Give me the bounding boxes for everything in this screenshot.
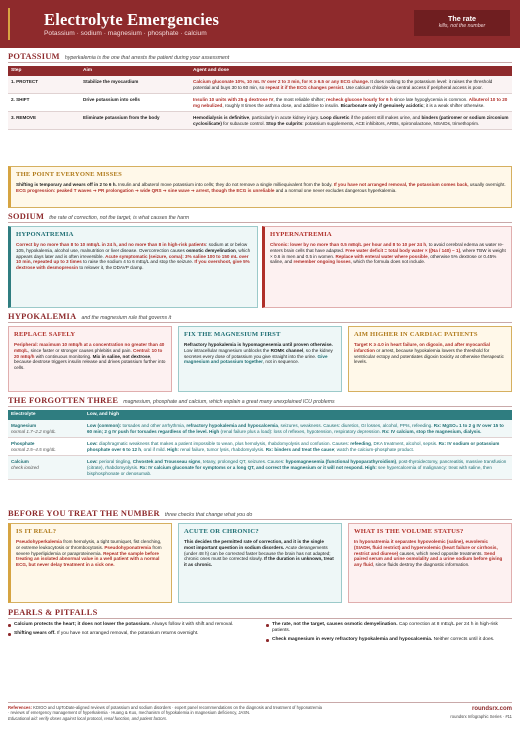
- box-text-plain: , so the kidney secretes every dose of potassium you give straight into the urine.: [184, 347, 333, 359]
- box-text-plain: or arrest, because hypokalemia lowers the threshold for ventricular ectopy and potentiates digoxin toxicity at otherwise therapeutic levels.: [354, 347, 504, 365]
- cell-text-strong: refeeding: [350, 440, 371, 446]
- dose-text: Bicarbonate only if genuinely acidotic: [340, 102, 424, 108]
- box-text-strong: Shifting is temporary and wears off in 2 to 6 h.: [16, 181, 117, 187]
- box-text-plain: , where TBW is weight × 0.6 in men and 0.5 in women.: [270, 247, 506, 259]
- pearls-column-left: [8, 622, 253, 640]
- box-text-plain: Acute derangements (under 48 h) can be corrected faster because the brain has not adapted; chronic ones must be corrected slowly.: [184, 544, 331, 562]
- before-treat-section-heading: [8, 509, 512, 520]
- section-title: PEARLS & PITFALLS: [8, 608, 98, 617]
- page-footer: [8, 702, 512, 721]
- box-text-plain: from severe hyperlipidemia or paraproteinemia.: [16, 544, 162, 556]
- box-text-strong: remember ongoing losses: [293, 259, 351, 265]
- cell-text-strong: Low (common):: [87, 422, 122, 428]
- cell-text-strong: Rx: MgSO₄ 1 to 2 g IV over 15 to 60 min; 2 g IV push for torsades regardless of the level.: [87, 422, 504, 434]
- box-text-plain: Low intracellular magnesium unblocks the: [184, 347, 271, 353]
- box-title: WHAT IS THE VOLUME STATUS?: [354, 528, 464, 535]
- box-text: [184, 342, 336, 366]
- pearls-section-heading: [8, 608, 512, 619]
- badge-subtitle: kills, not the number: [438, 23, 486, 30]
- dose-text: for subacute control.: [221, 120, 267, 126]
- electrolyte-cell: [8, 420, 84, 437]
- description-cell: [84, 420, 512, 437]
- cell-text-plain: , tetany, prolonged QT, seizures. Causes:: [200, 458, 286, 464]
- box-text-plain: : sodium at or below 105, hypokalemia, alcohol use, malnutrition or liver disease. Overcorrection causes: [16, 241, 248, 253]
- dose-text: , the most reliable shifter;: [273, 96, 327, 102]
- cell-text-strong: Rx: IV sodium or potassium phosphate over 6 to 12 h: [87, 440, 500, 452]
- pearl-text: Cap correction at 8 mEq/L per 24 h in high-risk patients.: [272, 622, 498, 634]
- list-item: [8, 622, 253, 628]
- cell-text-plain: see hypercalcemia of malignancy: treat with saline, then bisphosphonate or denosumab.: [87, 464, 492, 476]
- box-text: [16, 242, 252, 272]
- cell-text-plain: perioral tingling,: [97, 458, 133, 464]
- dose-text: Hemodialysis is definitive: [193, 114, 250, 120]
- description-cell: [84, 456, 512, 480]
- box-text-strong: Pseudohyperkalemia: [16, 538, 62, 544]
- references-label: References:: [8, 705, 32, 710]
- column-header: Electrolyte: [8, 410, 84, 420]
- box-text-plain: , not in sequence.: [262, 359, 300, 365]
- list-item: [266, 622, 511, 634]
- references-continued: · reviews of emergency management of hyperkalemia · Huang & Kuo, mechanism of hypokalemia in magnesium deficiency, JASN.: [8, 710, 251, 716]
- section-title: POTASSIUM: [8, 52, 60, 61]
- electrolyte-range: normal 1.7–2.2 mg/dL: [11, 428, 56, 434]
- dose-text: Loop diuretic: [320, 114, 350, 120]
- cell-text-strong: High:: [167, 446, 179, 452]
- table-row: [8, 94, 512, 112]
- cell-text-plain: , oral if mild.: [141, 446, 168, 452]
- series-label: roundsrx Infographic Series · #11: [450, 713, 512, 719]
- box-text-plain: to raise the sodium 4 to 6 mEq/L and stop the seizure.: [81, 259, 195, 265]
- box-text-strong: ROMK channel: [270, 347, 304, 353]
- pearl-strong: Calcium protects the heart; it does not lower the potassium.: [14, 622, 151, 627]
- pearl-strong: Check magnesium in every refractory hypokalemia and hypocalcemia.: [272, 637, 433, 643]
- dose-text: if the patient still makes urine, and: [349, 114, 422, 120]
- volume-status-box: [348, 523, 512, 603]
- table-row: [8, 420, 512, 437]
- cell-text-strong: refractory hypokalemia and hypocalcemia: [186, 422, 278, 428]
- box-text-strong: Target K ≥ 4.0 in heart failure, on digoxin, and after myocardial infarction: [354, 341, 490, 353]
- dose-text: since late hypoglycemia is common.: [392, 96, 469, 102]
- electrolyte-name: Phosphate: [11, 440, 35, 446]
- section-note: and the magnesium rule that governs it: [81, 315, 172, 321]
- dose-cell: [190, 94, 512, 112]
- section-title: SODIUM: [8, 212, 45, 221]
- box-text-strong: If you overshoot, give 5% dextrose with desmopressin: [16, 259, 250, 271]
- column-header: Low, and high: [84, 410, 512, 420]
- pearls-column-right: [266, 622, 511, 647]
- pearl-strong: The rate, not the target, causes osmotic demyelination.: [272, 622, 398, 627]
- box-title: IS IT REAL?: [16, 528, 57, 535]
- electrolyte-cell: [8, 456, 84, 480]
- pearl-text: Neither corrects until it does.: [432, 637, 495, 643]
- badge-title: The rate: [448, 14, 476, 23]
- box-title: ACUTE OR CHRONIC?: [184, 528, 259, 535]
- sodium-section-heading: [8, 212, 512, 223]
- box-text: [184, 539, 336, 569]
- electrolyte-range: normal 2.5–4.5 mg/dL: [11, 446, 56, 452]
- section-note: magnesium, phosphate and calcium, which explain a great many unexplained ICU problems: [123, 399, 335, 405]
- dose-text: , particularly in acute kidney injury.: [249, 114, 321, 120]
- box-text-plain: , which appears days later and is often irreversible.: [16, 247, 251, 259]
- box-text: [14, 342, 166, 372]
- box-text-strong: Acute symptomatic (seizure, coma): 3% saline 100 to 150 mL over 10 min, repeated up to 3 times: [16, 253, 249, 265]
- box-text-strong: Chronic: lower by no more than 0.5 mEq/L per hour and 8 to 10 per 24 h: [270, 241, 427, 247]
- list-item: [8, 631, 253, 637]
- box-text-plain: , which the formula does not include.: [350, 259, 426, 265]
- replace-safely-box: [8, 326, 172, 392]
- box-title: HYPERNATREMIA: [270, 231, 332, 238]
- dose-text: Calcium gluconate 10%, 10 mL IV over 2 to 3 min, for K ≥ 6.5 or any ECG change.: [193, 78, 370, 84]
- box-text-plain: usually overnight.: [468, 181, 506, 187]
- cell-text-plain: (renal failure plus a load): loss of reflexes, hypotension, respiratory depression.: [219, 428, 383, 434]
- section-note: the rate of correction, not the target, is what causes the harm: [49, 215, 190, 221]
- box-text-strong: Free water deficit = total body water × ((Na / 140) − 1): [345, 247, 461, 253]
- aim-cell: Eliminate potassium from the body: [80, 112, 190, 130]
- cell-text-strong: Rx: IV calcium, stop the magnesium, dialysis.: [382, 428, 482, 434]
- fix-magnesium-box: [178, 326, 342, 392]
- cell-text-strong: High: [209, 428, 220, 434]
- section-note: three checks that change what you do: [164, 512, 253, 518]
- potassium-table: [8, 66, 512, 130]
- dose-text: It does nothing to the potassium level: it raises the threshold potential and buys 30 to 60 min, so: [193, 78, 493, 90]
- box-text-plain: from hemolysis, a tight tourniquet, fist clenching, or extreme leukocytosis or thrombocytosis.: [16, 538, 162, 550]
- box-text-plain: causes, which need opposite treatments.: [398, 550, 484, 556]
- box-text-plain: , otherwise 5% dextrose or 0.45% saline, and: [270, 253, 497, 265]
- box-text-strong: ECG progression: peaked T waves ➔ PR prolongation ➔ wide QRS ➔ sine wave ➔ arrest, though the ECG is unreliable: [16, 187, 275, 193]
- hyponatremia-box: [8, 226, 258, 308]
- cell-text-strong: Rx: binders and treat the cause: [265, 446, 335, 452]
- box-text-strong: Replace with enteral water where possible: [335, 253, 428, 259]
- box-text: [270, 242, 506, 266]
- dose-text: Stop the culprits: [266, 120, 303, 126]
- dose-text: Albuterol 10 to 20 mg nebulized: [193, 96, 508, 108]
- page-title: Electrolyte Emergencies: [44, 10, 220, 29]
- forgotten-three-table: [8, 410, 512, 480]
- box-text-strong: Correct by no more than 8 to 10 mEq/L in 24 h, and no more than 8 in high-risk patients: [16, 241, 207, 247]
- column-header: Aim: [80, 66, 190, 76]
- cell-text-plain: diaphragmatic weakness that makes a patient impossible to wean, plus hemolysis, rhabdomyolysis and confusion. Causes:: [97, 440, 351, 446]
- dose-text: repeat it if the ECG changes persist.: [265, 84, 345, 90]
- step-cell: 1. PROTECT: [8, 76, 80, 93]
- box-text-plain: Insulin and albuterol move potassium into cells; they do not remove a single milliequivalent from the body.: [116, 181, 334, 187]
- box-text: [354, 539, 506, 569]
- electrolyte-name: Magnesium: [11, 422, 37, 428]
- box-text: [16, 182, 506, 194]
- table-header-row: [8, 410, 512, 420]
- cell-text-strong: Low:: [87, 440, 98, 446]
- box-text-plain: , because dextrose triggers insulin release and drives potassium further into cells.: [14, 353, 166, 371]
- box-text-strong: Send paired serum and urine osmolality and a urine sodium before giving any fluid: [354, 550, 503, 568]
- dose-text: Use calcium chloride via central access if peripheral access is poor.: [344, 84, 483, 90]
- footer-brand: [450, 706, 512, 719]
- step-cell: 2. SHIFT: [8, 94, 80, 112]
- section-title: THE FORGOTTEN THREE: [8, 396, 119, 405]
- cell-text-strong: Chvostek and Trousseau signs: [132, 458, 201, 464]
- point-everyone-misses-box: [8, 166, 512, 208]
- box-text-plain: , since fluids destroy the diagnostic information.: [372, 562, 470, 568]
- box-text-strong: Pseudohyponatremia: [104, 544, 152, 550]
- pearl-text: Always follow it with shift and removal.: [150, 622, 234, 627]
- hypokalemia-section-heading: [8, 312, 512, 323]
- section-title: HYPOKALEMIA: [8, 312, 77, 321]
- box-text-plain: , to avoid cerebral edema as water re-enters brain cells that have adapted.: [270, 241, 504, 253]
- table-row: [8, 112, 512, 130]
- dose-text: binders (patiromer or sodium zirconium cyclosilicate): [193, 114, 509, 126]
- dose-cell: [190, 76, 512, 93]
- cell-text-plain: , DKA treatment, alcohol, sepsis.: [370, 440, 439, 446]
- is-it-real-box: [8, 523, 172, 603]
- box-text-strong: Central: 10 to 20 mEq/h: [14, 347, 163, 359]
- table-row: [8, 456, 512, 480]
- box-text-strong: This decides the permitted rate of correction, and it is the single most important question in sodium disorders.: [184, 538, 324, 550]
- box-text-strong: Refractory hypokalemia is hypomagnesemia until proven otherwise.: [184, 341, 333, 347]
- dose-cell: [190, 112, 512, 130]
- cell-text-plain: ; watch the calcium-phosphate product.: [334, 446, 415, 452]
- dose-text: ; it is a weak shifter otherwise.: [423, 102, 485, 108]
- pearl-text: If you have not arranged removal, the potassium returns overnight.: [55, 631, 199, 637]
- electrolyte-range: check ionized: [11, 464, 39, 470]
- page-header: [0, 0, 520, 48]
- section-note: hyperkalemia is the one that arrests the patient during your assessment: [64, 55, 230, 61]
- aim-higher-cardiac-box: [348, 326, 512, 392]
- table-row: [8, 76, 512, 93]
- cell-text-plain: , post-thyroidectomy, pancreatitis, massive transfusion (citrate), rhabdomyolysis.: [87, 458, 507, 470]
- box-title: AIM HIGHER IN CARDIAC PATIENTS: [354, 331, 478, 338]
- box-text: [16, 539, 166, 569]
- box-title: REPLACE SAFELY: [14, 331, 76, 338]
- forgotten-three-section-heading: [8, 396, 512, 407]
- references-text: KDIGO and UpToDate-aligned reviews of potassium and sodium disorders · expert panel recommendations on the diagnosis and treatment of hyponatremia: [31, 705, 323, 710]
- cell-text-plain: , seizures, weakness. Causes: diuretics, GI losses, alcohol, PPIs, refeeding.: [278, 422, 434, 428]
- cell-text-plain: torsades and other arrhythmia,: [121, 422, 187, 428]
- box-title: THE POINT EVERYONE MISSES: [16, 171, 122, 178]
- column-header: Step: [8, 66, 80, 76]
- cell-text-strong: Low:: [87, 458, 98, 464]
- box-text-strong: osmotic demyelination: [186, 247, 236, 253]
- cell-text-plain: renal failure, tumor lysis, rhabdomyolysis.: [178, 446, 266, 452]
- box-title: HYPONATREMIA: [16, 231, 74, 238]
- box-text: [354, 342, 506, 366]
- description-cell: [84, 438, 512, 456]
- disclaimer: Educational aid: verify doses against local protocol, renal function, and patient factors.: [8, 715, 168, 721]
- box-text-strong: Mix in saline, not dextrose: [92, 353, 151, 359]
- box-text-plain: with continuous monitoring.: [34, 353, 93, 359]
- box-text-strong: In hyponatremia it separates hypovolemic (saline), euvolemic (SIADH, fluid restrict) and hypervolemic (heart failure or cirrhosis, restrict and diurese): [354, 538, 498, 556]
- electrolyte-cell: [8, 438, 84, 456]
- dose-text: recheck glucose hourly for 6 h: [326, 96, 393, 102]
- step-cell: 3. REMOVE: [8, 112, 80, 130]
- list-item: [266, 637, 511, 643]
- box-text-strong: Repeat the sample before treating an isolated abnormal value in a well patient with a normal ECG, but never delay treatment in a sick one.: [16, 550, 160, 568]
- aim-cell: Drive potassium into cells: [80, 94, 190, 112]
- acute-or-chronic-box: [178, 523, 342, 603]
- dose-text: Insulin 10 units with 25 g dextrose IV: [193, 96, 274, 102]
- page-subtitle: Potassium · sodium · magnesium · phosphate · calcium: [44, 30, 207, 37]
- cell-text-strong: hypomagnesemia (functional hypoparathyroidism): [285, 458, 397, 464]
- box-text-plain: to relower it, the DDAVP clamp.: [78, 265, 144, 271]
- header-badge: [414, 10, 510, 36]
- site-link[interactable]: roundsrx.com: [471, 706, 512, 712]
- table-row: [8, 438, 512, 456]
- box-text-plain: , since faster or stronger causes phlebitis and pain.: [28, 347, 133, 353]
- table-header-row: [8, 66, 512, 76]
- potassium-section-heading: [8, 52, 512, 63]
- section-title: BEFORE YOU TREAT THE NUMBER: [8, 509, 160, 518]
- box-text-strong: Give magnesium and potassium together: [184, 353, 328, 365]
- hypernatremia-box: [262, 226, 512, 308]
- box-text-strong: If the duration is unknown, treat it as chronic.: [184, 556, 334, 568]
- pearl-strong: Shifting wears off.: [14, 631, 56, 637]
- box-title: FIX THE MAGNESIUM FIRST: [184, 331, 281, 338]
- electrolyte-name: Calcium: [11, 458, 29, 464]
- box-text-plain: and a normal one never excludes dangerous hyperkalemia.: [274, 187, 397, 193]
- aim-cell: Stabilize the myocardium: [80, 76, 190, 93]
- dose-text: , roughly 8 times the asthma dose, and additive to insulin.: [222, 102, 341, 108]
- cell-text-strong: Rx: IV calcium gluconate for symptoms or a long QT, and correct the magnesium or it will not respond.: [139, 464, 364, 470]
- box-text-strong: If you have not arranged removal, the potassium comes back,: [333, 181, 469, 187]
- dose-text: : potassium supplements, ACE inhibitors, ARBs, spironolactone, NSAIDs, trimethoprim.: [302, 120, 480, 126]
- header-accent: [8, 8, 10, 40]
- cell-text-strong: High:: [364, 464, 377, 470]
- box-text-strong: Peripheral: maximum 10 mEq/h at a concentration no greater than 40 mEq/L: [14, 341, 165, 353]
- column-header: Agent and dose: [190, 66, 512, 76]
